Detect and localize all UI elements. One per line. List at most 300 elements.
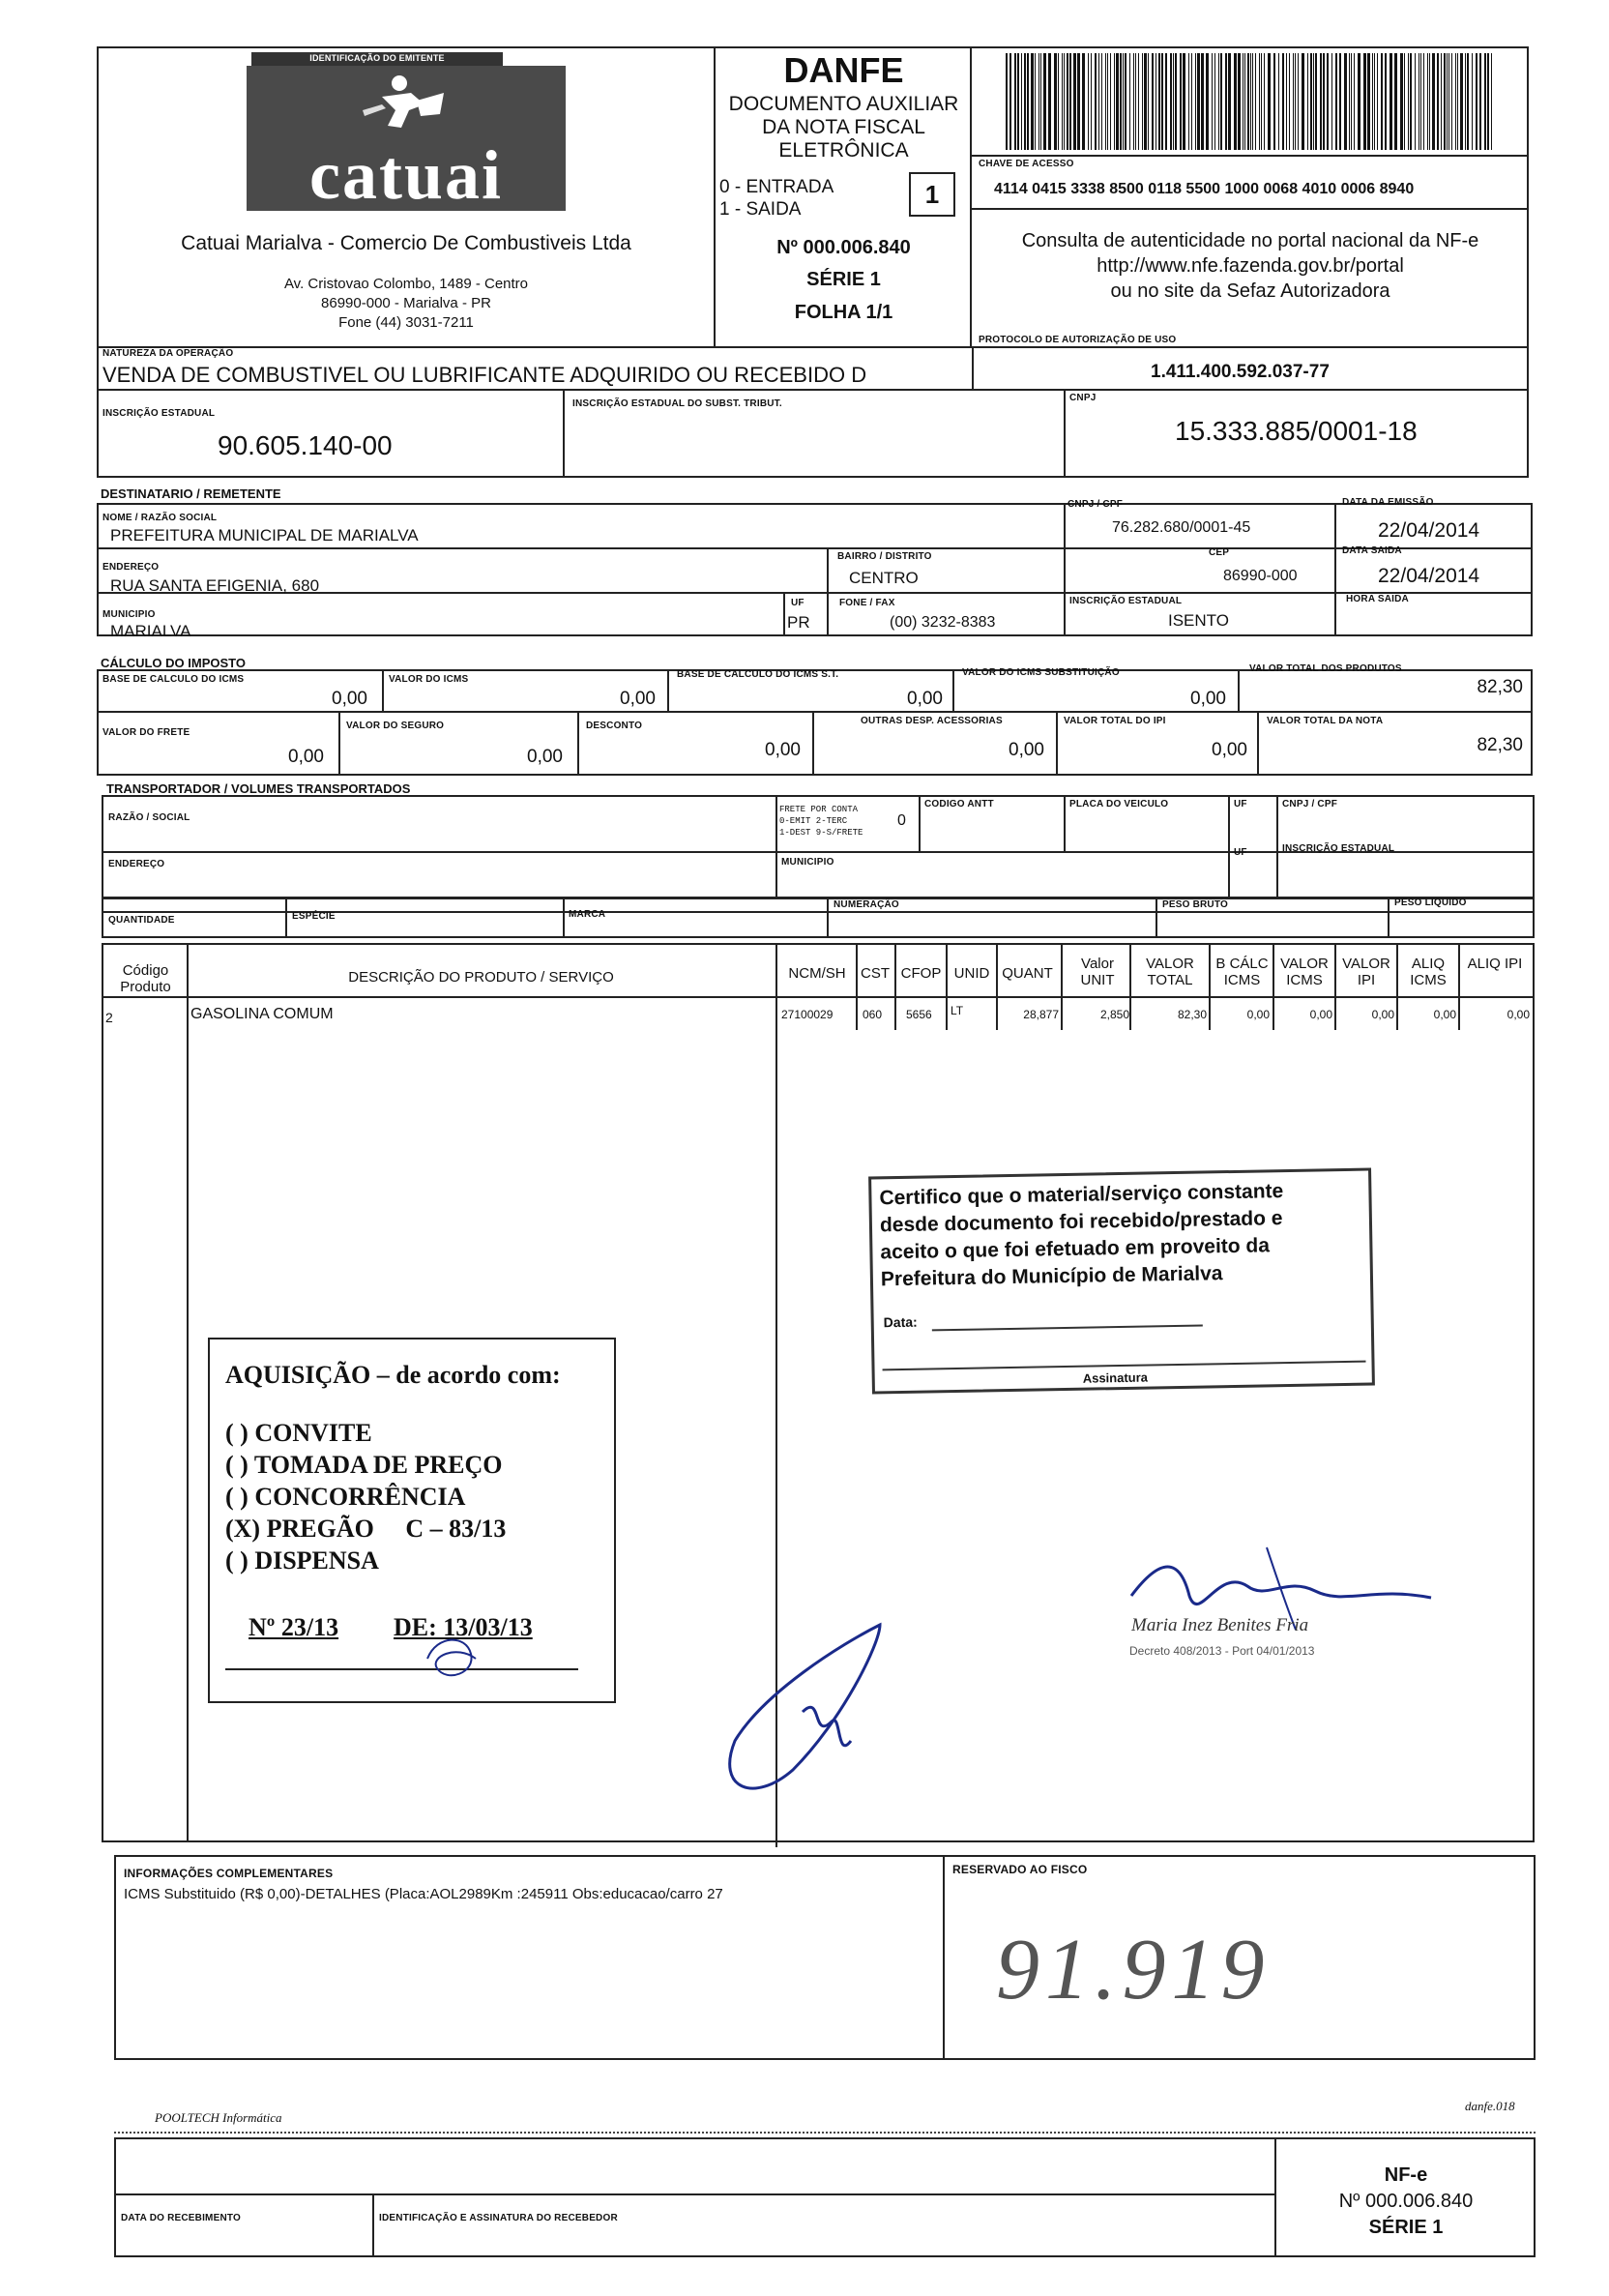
barcode-bar <box>1400 53 1403 150</box>
td-vunit: 2,850 <box>1099 1008 1129 1021</box>
barcode-bar <box>1372 53 1373 150</box>
aquisicao-box <box>208 1338 616 1703</box>
frete-value: 0 <box>897 812 906 829</box>
barcode-bar <box>1148 53 1149 150</box>
barcode-bar <box>1278 53 1279 150</box>
aquisicao-opt-4: (X) PREGÃO C – 83/13 <box>225 1515 507 1543</box>
danfe-folha: FOLHA 1/1 <box>794 302 893 323</box>
barcode-bar <box>1302 53 1304 150</box>
consulta-2: http://www.nfe.fazenda.gov.br/portal <box>1097 255 1404 277</box>
barcode-bar <box>1250 53 1251 150</box>
barcode-bar <box>1377 53 1378 150</box>
barcode-bar <box>1415 53 1416 150</box>
dest-nome-label: NOME / RAZÃO SOCIAL <box>102 513 218 523</box>
barcode-bar <box>1385 53 1387 150</box>
barcode-bar <box>1188 53 1189 150</box>
barcode-bar <box>1138 53 1139 150</box>
barcode-bar <box>1259 53 1260 150</box>
barcode-bar <box>1088 53 1089 150</box>
barcode-bar <box>1354 53 1355 150</box>
dest-hora-label: HORA SAIDA <box>1346 594 1409 604</box>
barcode-bar <box>1161 53 1163 150</box>
td-aliqipi: 0,00 <box>1507 1008 1530 1021</box>
barcode-bar <box>1114 53 1115 150</box>
barcode-bar <box>1484 53 1486 150</box>
dest-uf-label: UF <box>791 598 804 608</box>
stamp-data-line <box>932 1325 1203 1332</box>
barcode-bar <box>1367 53 1370 150</box>
desconto: 0,00 <box>765 740 801 760</box>
barcode-bar <box>1218 53 1219 150</box>
dest-div-data <box>1334 503 1336 636</box>
barcode-bar <box>1116 53 1119 150</box>
dest-div-bairro <box>827 548 829 636</box>
dest-municipio-label: MUNICIPIO <box>102 609 156 620</box>
barcode-bar <box>1158 53 1160 150</box>
transp-municipio-label: MUNICIPIO <box>781 857 834 868</box>
barcode-bar <box>1152 53 1154 150</box>
barcode-bar <box>1437 53 1439 150</box>
barcode-bar <box>1255 53 1256 150</box>
danfe-entrada: 0 - ENTRADA <box>719 177 834 197</box>
barcode-bar <box>1043 53 1046 150</box>
barcode-bar <box>1225 53 1227 150</box>
th-vunit: Valor UNIT <box>1080 956 1115 988</box>
barcode-bar <box>1009 53 1011 150</box>
dest-uf: PR <box>787 613 810 632</box>
stamp-line-3: aceito o que foi efetuado em proveito da <box>880 1234 1271 1264</box>
td-codigo: 2 <box>105 1010 113 1025</box>
dest-div-cnpj <box>1064 503 1066 636</box>
imp-div-1 <box>382 669 384 712</box>
barcode-bar <box>1327 53 1329 150</box>
company-logo <box>247 66 566 214</box>
frete-1: FRETE POR CONTA <box>779 805 859 814</box>
barcode-bar <box>1024 53 1026 150</box>
barcode-bar <box>1027 53 1029 150</box>
barcode-bar <box>1064 53 1065 150</box>
barcode-bar <box>1077 53 1080 150</box>
logo-text: catuai <box>309 136 503 214</box>
aquisicao-data: DE: 13/03/13 <box>394 1613 533 1641</box>
barcode-bar <box>1298 53 1299 150</box>
barcode-bar <box>1351 53 1352 150</box>
v-nf-label: VALOR TOTAL DA NOTA <box>1267 716 1384 726</box>
barcode-bar <box>1206 53 1209 150</box>
transp-cnpj-label: CNPJ / CPF <box>1282 799 1338 809</box>
vol-div-2 <box>563 898 565 938</box>
marca-label: MARCA <box>569 909 606 920</box>
dest-cnpj: 76.282.680/0001-45 <box>1112 519 1251 536</box>
barcode-bar <box>1201 53 1204 150</box>
qtd-label: QUANTIDADE <box>108 915 175 926</box>
barcode-bar <box>1261 53 1262 150</box>
emitente-razao-social: Catuai Marialva - Comercio De Combustiveis Ltda <box>181 232 631 254</box>
stamp-line-2: desde documento foi recebido/prestado e <box>879 1207 1283 1237</box>
barcode-bar <box>1465 53 1466 150</box>
vol-div-1 <box>285 898 287 938</box>
danfe-saida: 1 - SAIDA <box>719 199 802 220</box>
peso-liq-label: PESO LIQUIDO <box>1394 898 1467 908</box>
th-cst: CST <box>861 965 890 982</box>
form-code: danfe.018 <box>1465 2099 1515 2113</box>
dest-ie-label: INSCRIÇÃO ESTADUAL <box>1069 596 1183 606</box>
barcode-bar <box>1491 53 1492 150</box>
barcode-bar <box>1095 53 1097 150</box>
barcode-bar <box>1432 53 1435 150</box>
imp-div-4 <box>1238 669 1240 712</box>
barcode-bar <box>1420 53 1421 150</box>
barcode-bar <box>1073 53 1076 150</box>
th-quant: QUANT <box>1002 965 1053 982</box>
barcode-bar <box>1427 53 1428 150</box>
dest-div-uf <box>783 593 785 636</box>
barcode-bar <box>1441 53 1442 150</box>
transp-uf2-label: UF <box>1234 847 1247 858</box>
dest-data-saida-label: DATA SAIDA <box>1342 545 1402 556</box>
director-name-stamp: Maria Inez Benites Fria <box>1131 1615 1309 1635</box>
barcode-bar <box>1282 53 1284 150</box>
outras: 0,00 <box>1009 740 1044 760</box>
th-descricao: DESCRIÇÃO DO PRODUTO / SERVIÇO <box>348 969 614 986</box>
barcode-bar <box>1467 53 1469 150</box>
fisco-manuscrito: 91.919 <box>996 1922 1271 2017</box>
barcode-bar <box>1247 53 1249 150</box>
td-cst: 060 <box>863 1008 883 1021</box>
aquisicao-opt-3: ( ) CONCORRÊNCIA <box>225 1483 466 1511</box>
fuel-courier-icon <box>343 72 450 139</box>
numeracao-label: NUMERAÇÃO <box>834 899 899 910</box>
emitente-fone: Fone (44) 3031-7211 <box>338 314 474 331</box>
informacoes-divider <box>943 1855 945 2060</box>
aquisicao-opt-5: ( ) DISPENSA <box>225 1546 379 1575</box>
barcode-bar <box>1082 53 1085 150</box>
transp-div-cnpj <box>1276 795 1278 898</box>
fisco-label: RESERVADO AO FISCO <box>952 1863 1088 1876</box>
dest-endereco-label: ENDEREÇO <box>102 562 160 573</box>
barcode-bar <box>1214 53 1215 150</box>
ie-divider-2 <box>1064 389 1066 478</box>
imposto-row-div <box>97 711 1533 713</box>
destinatario-section-label: DESTINATARIO / REMETENTE <box>101 486 281 501</box>
td-cfop: 5656 <box>906 1008 932 1021</box>
barcode-bar <box>1344 53 1347 150</box>
th-aliqicms: ALIQ ICMS <box>1410 956 1447 988</box>
barcode-bar <box>1315 53 1317 150</box>
barcode-bar <box>1444 53 1446 150</box>
v-seg-label: VALOR DO SEGURO <box>346 721 445 731</box>
barcode <box>1006 53 1499 150</box>
th-vicms: VALOR ICMS <box>1280 956 1329 988</box>
barcode-bar <box>1295 53 1296 150</box>
stamp-assinatura-label: Assinatura <box>1082 1369 1149 1386</box>
barcode-bar <box>1476 53 1477 150</box>
dest-ie: ISENTO <box>1168 611 1229 630</box>
transp-endereco-label: ENDEREÇO <box>108 859 165 869</box>
v-icms-st-label: VALOR DO ICMS SUBSTITUIÇÃO <box>962 667 1120 678</box>
danfe-subtitle-3: ELETRÔNICA <box>778 139 909 162</box>
barcode-bar <box>1234 53 1237 150</box>
ie-st-label: INSCRIÇÃO ESTADUAL DO SUBST. TRIBUT. <box>572 398 782 409</box>
barcode-bar <box>1062 53 1063 150</box>
barcode-bar <box>1408 53 1409 150</box>
barcode-bar <box>1133 53 1134 150</box>
aquisicao-title: AQUISIÇÃO – de acordo com: <box>225 1361 561 1389</box>
th-unid: UNID <box>953 965 990 982</box>
barcode-bar <box>1238 53 1241 150</box>
dest-fone: (00) 3232-8383 <box>890 614 996 631</box>
barcode-bar <box>1105 53 1106 150</box>
v-ipi: 0,00 <box>1212 740 1247 760</box>
vol-div-4 <box>1156 898 1157 938</box>
stamp-sign-line <box>883 1361 1366 1371</box>
barcode-bar <box>1457 53 1458 150</box>
barcode-bar <box>1040 53 1041 150</box>
recebimento-div-1 <box>372 2194 374 2257</box>
barcode-bar <box>1390 53 1392 150</box>
th-aliqipi: ALIQ IPI <box>1467 956 1523 972</box>
footer-numero: Nº 000.006.840 <box>1338 2191 1474 2212</box>
chave-divider <box>972 155 1529 157</box>
ident-recebedor-label: IDENTIFICAÇÃO E ASSINATURA DO RECEBEDOR <box>379 2213 618 2223</box>
barcode-bar <box>1320 53 1322 150</box>
dest-data-saida: 22/04/2014 <box>1378 565 1480 587</box>
barcode-bar <box>1273 53 1275 150</box>
barcode-bar <box>1448 53 1449 150</box>
barcode-bar <box>1479 53 1481 150</box>
consulta-3: ou no site da Sefaz Autorizadora <box>1110 280 1390 302</box>
v-prod: 82,30 <box>1477 677 1523 697</box>
v-prod-label: VALOR TOTAL DOS PRODUTOS <box>1249 663 1402 674</box>
barcode-bar <box>1054 53 1057 150</box>
dest-cep: 86990-000 <box>1223 568 1298 584</box>
transp-div-uf <box>1228 795 1230 898</box>
bc-icms: 0,00 <box>332 689 367 709</box>
barcode-bar <box>1451 53 1452 150</box>
danfe-numero: Nº 000.006.840 <box>776 237 911 258</box>
v-seg: 0,00 <box>527 747 563 767</box>
barcode-bar <box>1098 53 1099 150</box>
barcode-bar <box>1135 53 1136 150</box>
footer-serie: SÉRIE 1 <box>1368 2217 1444 2238</box>
barcode-bar <box>1404 53 1405 150</box>
peso-bruto-label: PESO BRUTO <box>1162 899 1228 910</box>
barcode-bar <box>1035 53 1036 150</box>
barcode-bar <box>1017 53 1019 150</box>
desconto-label: DESCONTO <box>586 721 643 731</box>
placa-label: PLACA DO VEICULO <box>1069 799 1169 809</box>
natureza-label: NATUREZA DA OPERAÇÃO <box>102 348 234 359</box>
barcode-bar <box>1014 53 1016 150</box>
frete-3: 1-DEST 9-S/FRETE <box>779 828 863 838</box>
barcode-bar <box>1144 53 1147 150</box>
v-nf: 82,30 <box>1477 735 1523 755</box>
v-ipi-label: VALOR TOTAL DO IPI <box>1064 716 1166 726</box>
barcode-bar <box>1429 53 1430 150</box>
td-quant: 28,877 <box>1023 1008 1059 1021</box>
barcode-bar <box>1264 53 1265 150</box>
stamp-data-label: Data: <box>883 1313 918 1331</box>
tear-line <box>114 2132 1536 2134</box>
imp-div-9 <box>1257 712 1259 776</box>
barcode-bar <box>1374 53 1375 150</box>
v-frete: 0,00 <box>288 747 324 767</box>
bc-icms-st-label: BASE DE CALCULO DO ICMS S.T. <box>677 669 839 680</box>
footer-nfe: NF-e <box>1384 2164 1428 2186</box>
barcode-bar <box>1125 53 1126 150</box>
v-frete-label: VALOR DO FRETE <box>102 727 190 738</box>
td-vipi: 0,00 <box>1371 1008 1394 1021</box>
protocolo-value: 1.411.400.592.037-77 <box>1151 362 1330 382</box>
imp-div-8 <box>1056 712 1058 776</box>
barcode-bar <box>1110 53 1111 150</box>
v-icms-st: 0,00 <box>1190 689 1226 709</box>
aquisicao-opt-2: ( ) TOMADA DE PREÇO <box>225 1451 503 1479</box>
imp-div-3 <box>952 669 954 712</box>
stamp-line-1: Certifico que o material/serviço constante <box>879 1180 1284 1210</box>
vol-div-5 <box>1388 898 1390 938</box>
barcode-bar <box>1069 53 1071 150</box>
dest-municipio: MARIALVA <box>110 622 191 640</box>
recebimento-row-div <box>114 2193 1274 2195</box>
recebimento-stamp <box>868 1167 1375 1394</box>
danfe-subtitle-2: DA NOTA FISCAL <box>762 116 925 138</box>
barcode-bar <box>1175 53 1177 150</box>
dest-cnpj-label: CNPJ / CPF <box>1068 499 1124 510</box>
barcode-bar <box>1268 53 1271 150</box>
antt-label: CODIGO ANTT <box>924 799 994 809</box>
barcode-bar <box>1363 53 1366 150</box>
transp-razao-label: RAZÃO / SOCIAL <box>108 812 190 823</box>
cnpj-emitente-value: 15.333.885/0001-18 <box>1175 416 1418 446</box>
dest-fone-label: FONE / FAX <box>839 598 895 608</box>
barcode-bar <box>1067 53 1068 150</box>
emitente-endereco: Av. Cristovao Colombo, 1489 - Centro <box>283 276 529 292</box>
cnpj-emitente-label: CNPJ <box>1069 393 1097 403</box>
barcode-bar <box>1170 53 1172 150</box>
chave-label: CHAVE DE ACESSO <box>979 159 1074 169</box>
barcode-bar <box>1358 53 1360 150</box>
barcode-bar <box>1286 53 1287 150</box>
protocolo-label: PROTOCOLO DE AUTORIZAÇÃO DE USO <box>979 335 1177 345</box>
barcode-bar <box>1142 53 1143 150</box>
barcode-bar <box>1120 53 1122 150</box>
barcode-bar <box>1006 53 1008 150</box>
danfe-serie: SÉRIE 1 <box>806 269 881 290</box>
barcode-bar <box>1313 53 1314 150</box>
vol-div-3 <box>827 898 829 938</box>
th-vtotal: VALOR TOTAL <box>1146 956 1194 988</box>
barcode-bar <box>1455 53 1456 150</box>
imp-div-6 <box>577 712 579 776</box>
barcode-bar <box>1423 53 1424 150</box>
danfe-title: DANFE <box>783 50 904 90</box>
barcode-bar <box>1339 53 1341 150</box>
barcode-bar <box>1228 53 1231 150</box>
barcode-bar <box>1183 53 1185 150</box>
barcode-bar <box>1220 53 1222 150</box>
td-vtotal: 82,30 <box>1177 1008 1207 1021</box>
dest-bairro: CENTRO <box>849 569 919 587</box>
barcode-bar <box>1331 53 1332 150</box>
v-icms: 0,00 <box>620 689 656 709</box>
barcode-bar <box>1307 53 1308 150</box>
dest-bairro-label: BAIRRO / DISTRITO <box>837 551 932 562</box>
protocolo-divider <box>972 346 974 391</box>
rubrica-mark <box>418 1630 495 1688</box>
transp-div-frete <box>775 795 777 898</box>
barcode-bar <box>1197 53 1200 150</box>
imposto-section-label: CÁLCULO DO IMPOSTO <box>101 656 246 670</box>
td-unid: LT <box>951 1004 964 1017</box>
barcode-bar <box>1058 53 1059 150</box>
barcode-bar <box>1335 53 1337 150</box>
consulta-1: Consulta de autenticidade no portal nacional da NF-e <box>1021 230 1479 251</box>
barcode-bar <box>1410 53 1412 150</box>
transp-uf-label: UF <box>1234 799 1247 809</box>
ie-label: INSCRIÇÃO ESTADUAL <box>102 408 216 419</box>
barcode-bar <box>1472 53 1473 150</box>
barcode-bar <box>1487 53 1489 150</box>
ie-divider-1 <box>563 389 565 478</box>
barcode-bar <box>1091 53 1092 150</box>
director-decreto-stamp: Decreto 408/2013 - Port 04/01/2013 <box>1129 1644 1315 1658</box>
td-descricao: GASOLINA COMUM <box>190 1006 334 1022</box>
bc-icms-st: 0,00 <box>907 689 943 709</box>
natureza-value: VENDA DE COMBUSTIVEL OU LUBRIFICANTE ADQUIRIDO OU RECEBIDO D <box>102 363 867 387</box>
aquisicao-numero: Nº 23/13 <box>249 1613 339 1641</box>
chave-acesso: 4114 0415 3338 8500 0118 5500 1000 0068 4010 0006 8940 <box>994 181 1415 197</box>
th-codigo: Código Produto <box>120 962 171 995</box>
barcode-bar <box>1447 53 1448 150</box>
td-vicms: 0,00 <box>1309 1008 1332 1021</box>
barcode-bar <box>1244 53 1245 150</box>
barcode-bar <box>1021 53 1022 150</box>
barcode-bar <box>1048 53 1051 150</box>
barcode-bar <box>1460 53 1463 150</box>
td-ncm: 27100029 <box>781 1008 834 1021</box>
barcode-bar <box>1123 53 1124 150</box>
emitente-cidade: 86990-000 - Marialva - PR <box>321 295 491 311</box>
aquisicao-sign-line <box>225 1668 578 1670</box>
barcode-bar <box>1107 53 1108 150</box>
barcode-bar <box>1323 53 1325 150</box>
transp-div-antt <box>919 795 921 851</box>
danfe-tipo-box: 1 <box>909 172 955 217</box>
data-recebimento-label: DATA DO RECEBIMENTO <box>121 2213 241 2223</box>
v-icms-label: VALOR DO ICMS <box>389 674 469 685</box>
danfe-subtitle-1: DOCUMENTO AUXILIAR <box>728 93 959 115</box>
barcode-bar <box>1180 53 1182 150</box>
informacoes-texto: ICMS Substituido (R$ 0,00)-DETALHES (Placa:AOL2989Km :245911 Obs:educacao/carro 27 <box>124 1886 723 1902</box>
imp-div-7 <box>812 712 814 776</box>
imp-div-2 <box>667 669 669 712</box>
aquisicao-opt-1: ( ) CONVITE <box>225 1419 372 1447</box>
emitente-section-label: IDENTIFICAÇÃO DO EMITENTE <box>309 53 445 63</box>
table-row <box>102 998 1535 1025</box>
barcode-bar <box>1031 53 1034 150</box>
barcode-bar <box>1349 53 1350 150</box>
td-bc: 0,00 <box>1246 1008 1270 1021</box>
barcode-bar <box>1195 53 1196 150</box>
software-credit: POOLTECH Informática <box>155 2110 282 2125</box>
dest-endereco: RUA SANTA EFIGENIA, 680 <box>110 576 320 595</box>
th-bc: B CÁLC ICMS <box>1215 956 1269 988</box>
barcode-bar <box>1289 53 1290 150</box>
barcode-bar <box>1101 53 1102 150</box>
bc-icms-label: BASE DE CALCULO DO ICMS <box>102 674 245 685</box>
ie-value: 90.605.140-00 <box>218 430 393 460</box>
